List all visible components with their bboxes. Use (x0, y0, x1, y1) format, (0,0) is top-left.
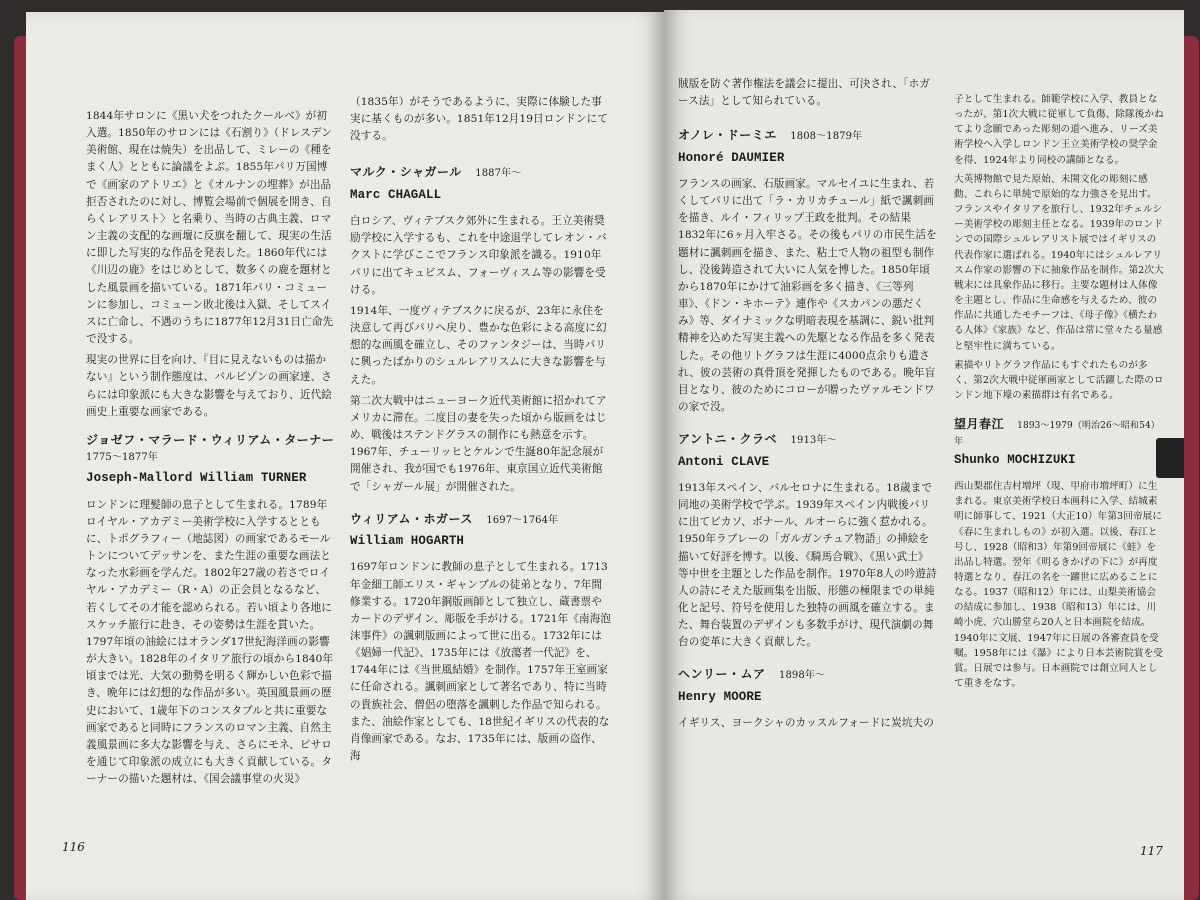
moore-name-jp: ヘンリー・ムア (678, 667, 766, 682)
moore-heading (678, 665, 938, 707)
right-column-2 (954, 92, 1164, 695)
clave-name-en: Antoni CLAVE (678, 454, 770, 469)
left-column-1 (86, 108, 336, 792)
hogarth-name-jp: ウィリアム・ホガース (350, 511, 473, 526)
chagall-text-3: 第二次大戦中はニューヨーク近代美術館に招かれてアメリカに滞在。二度目の妻を失った頃から版画をはじめ、戦後はステンドグラスの制作にも熱意を示す。1967年、チューリッヒとケルンで生誕80年記念展が開催され、我が国でも1976年、東京国立近代美術館で「シャガール展」が開催された。 (350, 394, 607, 493)
moore-text-cont: 子として生まれる。師範学校に入学、教員となったが、第1次大戦に従軍して負傷、除隊後かねてより念願であった彫刻の道へ進み、リーズ美術学校へ入学しロンドン王立美術学校の奨学金を得、1924年より同校の講師となる。 (954, 94, 1164, 166)
turner-text: ロンドンに理髪師の息子として生まれる。1789年ロイヤル・アカデミー美術学校に入学するとともに、トポグラフィー（地誌図）の画家であるモールトンについてデッサンを、また生涯の重要な画法となった水彩画を学んだ。1802年27歳の若さでロイヤル・アカデミー（R・A）の正会員となるなど、若くしてその才能を認められる。若い頃より各地にスケッチ旅行に赴き、その姿勢は生涯を貫いた。1797年頃の油絵にはオランダ17世紀海洋画の影響が大きい。1828年のイタリア旅行の頃から1840年頃までは光、大気の動勢を明るく輝かしい色彩で描き、晩年には幻想的な作品が多い。英国風景画の歴史において、1歳年下のコンスタブルと共に重要な画家であると同時にフランスのロマン主義、自然主義風景画に多大な影響を与え、さらにモネ、ピサロを通じて印象派の成立にも大きく貢献している。ターナーの描いた題材は、《国会議事堂の火災》 (86, 498, 334, 786)
page-number-right: 117 (1140, 844, 1163, 858)
turner-heading (86, 431, 336, 489)
moore-name-en: Henry MOORE (678, 689, 762, 704)
mochizuki-years: 1893〜1979（明治26〜昭和54）年 (954, 421, 1160, 448)
turner-text-cont: （1835年）がそうであるように、実際に体験した事実に基くものが多い。1851年12月19日ロンドンにて没する。 (350, 96, 608, 143)
hogarth-heading (350, 510, 612, 552)
chagall-text-1: 白ロシア、ヴィテブスク郊外に生まれる。王立美術奨励学校に入学するも、これを中途退学してレオン・バクストに学びここでフランス印象派を識る。1910年パリに出てキュビスム、フォーヴィスム等の影響を受ける。 (350, 215, 607, 296)
clave-text: 1913年スペイン、バルセロナに生まれる。18歳まで同地の美術学校で学ぶ。1939年スペイン内戦後パリに出てピカソ、ボナール、ルオーらに強く惹かれる。1950年ラブレーの「ガルガンチュア物語」の挿絵を描いて好評を博す。以後、《騎馬合戦》、《黒い武士》等中世を主題とした作品を制作。1970年8人の吟遊詩人の詩にそえた版画集を出版、形態の極限までの単純化と記号、符号を使用した独特の画風を確立する。また、舞台装置のデザインも多数手がけ、現代演劇の舞台の変革に大きく貢献した。 (678, 481, 937, 649)
hogarth-years: 1697〜1764年 (486, 514, 559, 526)
daumier-name-jp: オノレ・ドーミエ (678, 128, 777, 143)
clave-years: 1913年〜 (790, 435, 837, 447)
right-column-1 (678, 76, 938, 736)
turner-name-jp: ジョゼフ・マラード・ウィリアム・ターナー (86, 432, 335, 447)
chagall-name-jp: マルク・シャガール (350, 165, 462, 180)
chagall-text-2: 1914年、一度ヴィテブスクに戻るが、23年に永住を決意して再びパリへ戻り、豊かな色彩による高度に幻想的な画風を確立し、そのファンタジーは、当時パリに興ったばかりのシュルレアリスムに大きな影響を与えた。 (350, 304, 607, 386)
right-page (664, 10, 1184, 900)
mochizuki-heading (954, 415, 1164, 471)
clave-name-jp: アントニ・クラベ (678, 432, 778, 447)
mochizuki-name-en: Shunko MOCHIZUKI (954, 453, 1076, 468)
binder-clip (1156, 438, 1184, 478)
page-number-left: 116 (62, 840, 85, 854)
courbet-text: 1844年サロンに《黒い犬をつれたクールベ》が初入選。1850年のサロンには《石割り》（ドレスデン美術館、現在は焼失）を出品して、ミレーの《種をまく人》とともに論議をよぶ。1855年パリ万国博で《画家のアトリエ》と《オルナンの埋葬》が出品拒否されたのに対し、博覧会場前で個展を開き、自らくレアリスト〉と名乗り、当時の古典主義、ロマン主義の支配的な画壇に反旗を翻して、現実の生活に即した写実的な作品を発表した。1860年代には《川辺の鹿》をはじめとして、数多くの鹿を題材とした風景画を描いている。1871年パリ・コミューンに参加し、コミューン敗北後は入獄、そしてスイスに亡命し、不遇のうちに1877年12月31日亡命先で没する。 (86, 110, 334, 346)
daumier-text: フランスの画家、石版画家。マルセイユに生まれ、若くしてパリに出て「ラ・カリカチュール」紙で諷刺画を描き、ルイ・フィリップ王政を批判。その結果1832年に6ヶ月入牢さる。その後もパリの市民生活を題材に諷刺画を描き、また、粘土で人物の祖型も制作し、没後鋳造されて大いに人気を博した。1850年頃から1870年にかけて油彩画を多く描き、《三等列車》、《ドン・キホーテ》連作や《スカパンの悪だくみ》等、ダイナミックな明暗表現を基調に、鋭い批判精神を込めた写実主義への先駆となる作品を多く発表した。その他リトグラフは生涯に4000点余りも遺され、彼の芸術の真骨頂を発揮したものである。晩年盲目となり、彼のためにコローが贈ったヴァルモンドワの家で没。 (678, 178, 937, 414)
clave-heading (678, 430, 938, 472)
moore-text: イギリス、ヨークシャのカッスルフォードに炭坑夫の (678, 717, 934, 730)
daumier-years: 1808〜1879年 (790, 131, 863, 143)
left-column-2 (350, 94, 612, 769)
hogarth-name-en: William HOGARTH (350, 534, 465, 549)
mochizuki-name-jp: 望月春江 (954, 417, 1005, 432)
turner-years: 1775〜1877年 (86, 452, 158, 464)
hogarth-text-cont: 賊版を防ぐ著作権法を議会に提出、可決され、「ホガース法」として知られている。 (678, 78, 930, 108)
chagall-years: 1887年〜 (475, 168, 522, 180)
moore-text-3: 素描やリトグラフ作品にもすぐれたものが多く、第2次大戦中従軍画家として活躍した際のロンドン地下壕の素描群は有名である。 (954, 359, 1164, 401)
courbet-summary: 現実の世界に目を向け、『目に見えないものは描かない』という制作態度は、バルビゾンの画家達、さらには印象派にも大きな影響を与えており、近代絵画史上重要な画家である。 (86, 354, 332, 418)
chagall-name-en: Marc CHAGALL (350, 187, 442, 202)
daumier-heading (678, 126, 938, 168)
left-page (26, 12, 664, 900)
daumier-name-en: Honoré DAUMIER (678, 150, 785, 165)
turner-name-en: Joseph-Mallord William TURNER (86, 471, 307, 486)
hogarth-text: 1697年ロンドンに教師の息子として生まれる。1713年金細工師エリス・ギャンブルの徒弟となり、7年間修業する。1720年銅版画師として独立し、蔵書票やカードのデザイン、彫版を手がける。1721年《南海泡沫事件》の諷刺版画によって世に出る。1732年には《娼婦一代記》、1735年には《放蕩者一代記》を、1744年には《当世風結婚》を制作。1757年王室画家に任命される。諷刺画家として著名であり、特に当時の貴族社会、僧侶の堕落を諷刺した作品で知られる。また、油絵作家としても、18世紀イギリスの代表的な肖像画家である。なお、1735年には、版画の盗作、海 (350, 561, 612, 763)
mochizuki-text: 西山梨郡住吉村増坪（現、甲府市増坪町）に生まれる。東京美術学校日本画科に入学、結城素明に師事して、1921（大正10）年第3回帝展に《春に生まれしもの》が初入選。以後、春江と号し、1928（昭和3）年第9回帝展に《蛙》を出品し特選。翌年《明るきかげの下に》が再度特選となり、春江の名を一躍世に広めることになる。1937（昭和12）年には、山梨美術協会の結成に参加し、1938（昭和13）年には、川崎小虎、穴山勝堂ら20人と日本画院を結成。1940年に文展、1947年に日展の各審査員を受嘱。1958年には《瀑》により日本芸術院賞を受賞。日展では参与。日本画院では創立同人として重きをなす。 (954, 481, 1163, 690)
chagall-heading (350, 163, 612, 205)
moore-years: 1898年〜 (778, 670, 826, 682)
moore-text-2: 大英博物館で見た原始、未開文化の彫刻に感動、これらに単純で原始的な力強さを見出す。フランスやイタリアを旅行し、1932年チェルシー美術学校の彫刻主任となる。1939年のロンドンでの国際シュルレアリスト展ではイギリスの代表作家に選ばれる。1940年にはシュルレアリスム作家の影響の下に抽象作品を制作。第2次大戦末には具象作品に移行。主要な題材は人体像を主題とし、作品に生命感を与えるため、彼の作品に共通したモチーフは、《母子像》《横たわる人体》《家族》など、作品は常に堂々たる量感と堅牢性に満ちている。 (954, 173, 1164, 352)
